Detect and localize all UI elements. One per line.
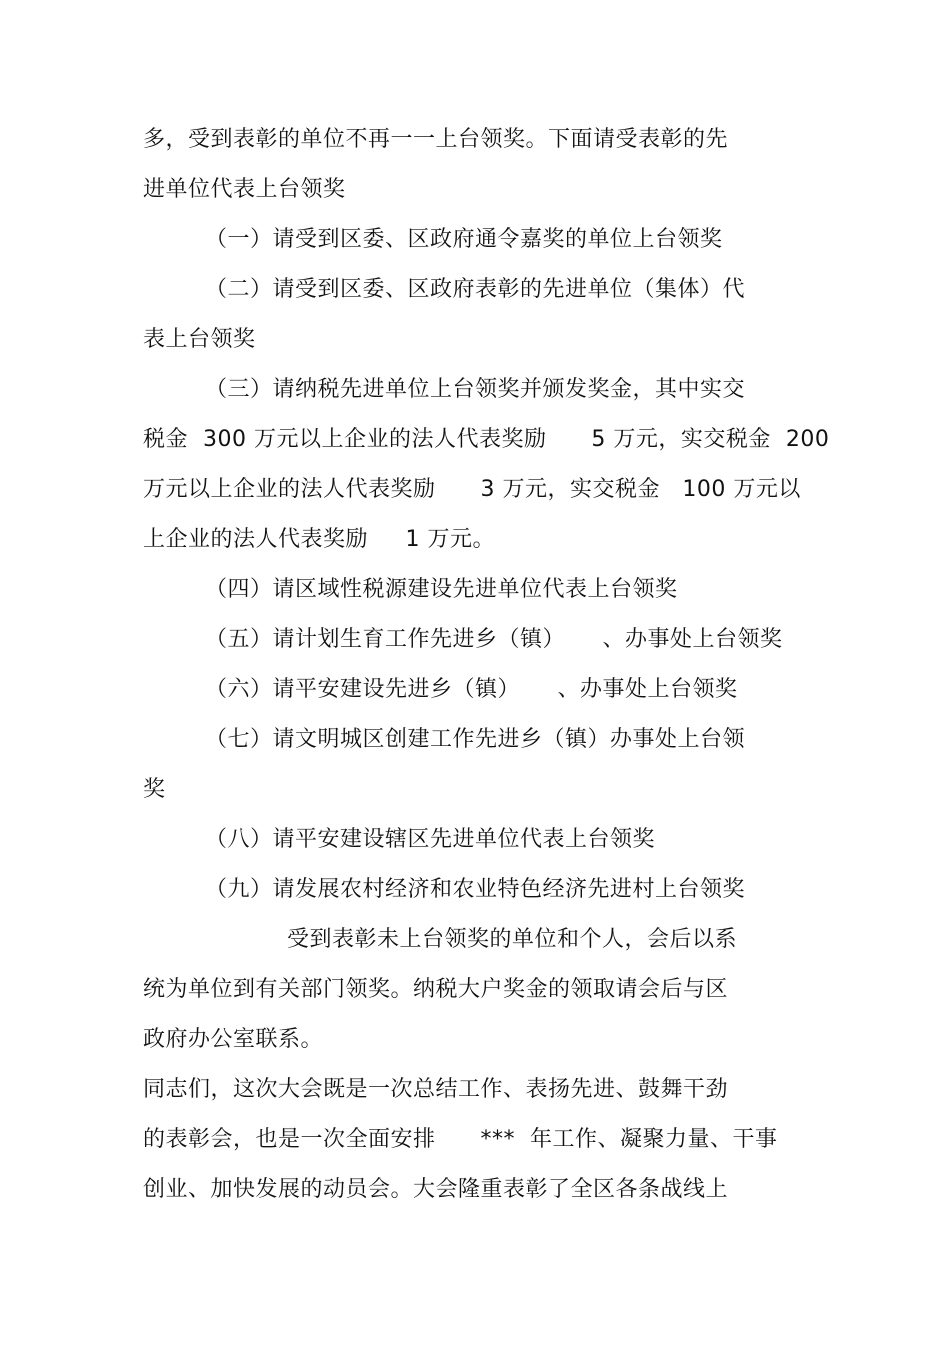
paragraph-line: 税金 300 万元以上企业的法人代表奖励 5 万元，实交税金 200: [143, 427, 830, 452]
paragraph-line: 统为单位到有关部门领奖。纳税大户奖金的领取请会后与区: [143, 977, 729, 1002]
list-item-9: （九）请发展农村经济和农业特色经济先进村上台领奖: [205, 877, 746, 902]
list-item-6: （六）请平安建设先进乡（镇） 、办事处上台领奖: [205, 677, 738, 702]
list-item-8: （八）请平安建设辖区先进单位代表上台领奖: [205, 827, 656, 852]
paragraph-line: 受到表彰未上台领奖的单位和个人，会后以系: [287, 927, 738, 952]
paragraph-line: 奖: [143, 777, 166, 802]
list-item-3: （三）请纳税先进单位上台领奖并颁发奖金，其中实交: [205, 377, 746, 402]
list-item-4: （四）请区域性税源建设先进单位代表上台领奖: [205, 577, 678, 602]
paragraph-line: 创业、加快发展的动员会。大会隆重表彰了全区各条战线上: [143, 1177, 729, 1202]
list-item-1: （一）请受到区委、区政府通令嘉奖的单位上台领奖: [205, 227, 723, 252]
list-item-7: （七）请文明城区创建工作先进乡（镇）办事处上台领: [205, 727, 746, 752]
paragraph-line: 上企业的法人代表奖励 1 万元。: [143, 527, 495, 552]
list-item-2: （二）请受到区委、区政府表彰的先进单位（集体）代: [205, 277, 746, 302]
paragraph-line: 多，受到表彰的单位不再一一上台领奖。下面请受表彰的先: [143, 127, 729, 152]
paragraph-line: 进单位代表上台领奖: [143, 177, 346, 202]
paragraph-line: 同志们，这次大会既是一次总结工作、表扬先进、鼓舞干劲: [143, 1077, 729, 1102]
paragraph-line: 表上台领奖: [143, 327, 256, 352]
paragraph-line: 政府办公室联系。: [143, 1027, 324, 1052]
list-item-5: （五）请计划生育工作先进乡（镇） 、办事处上台领奖: [205, 627, 783, 652]
paragraph-line: 万元以上企业的法人代表奖励 3 万元，实交税金 100 万元以: [143, 477, 801, 502]
paragraph-line: 的表彰会，也是一次全面安排 *** 年工作、凝聚力量、干事: [143, 1127, 778, 1152]
